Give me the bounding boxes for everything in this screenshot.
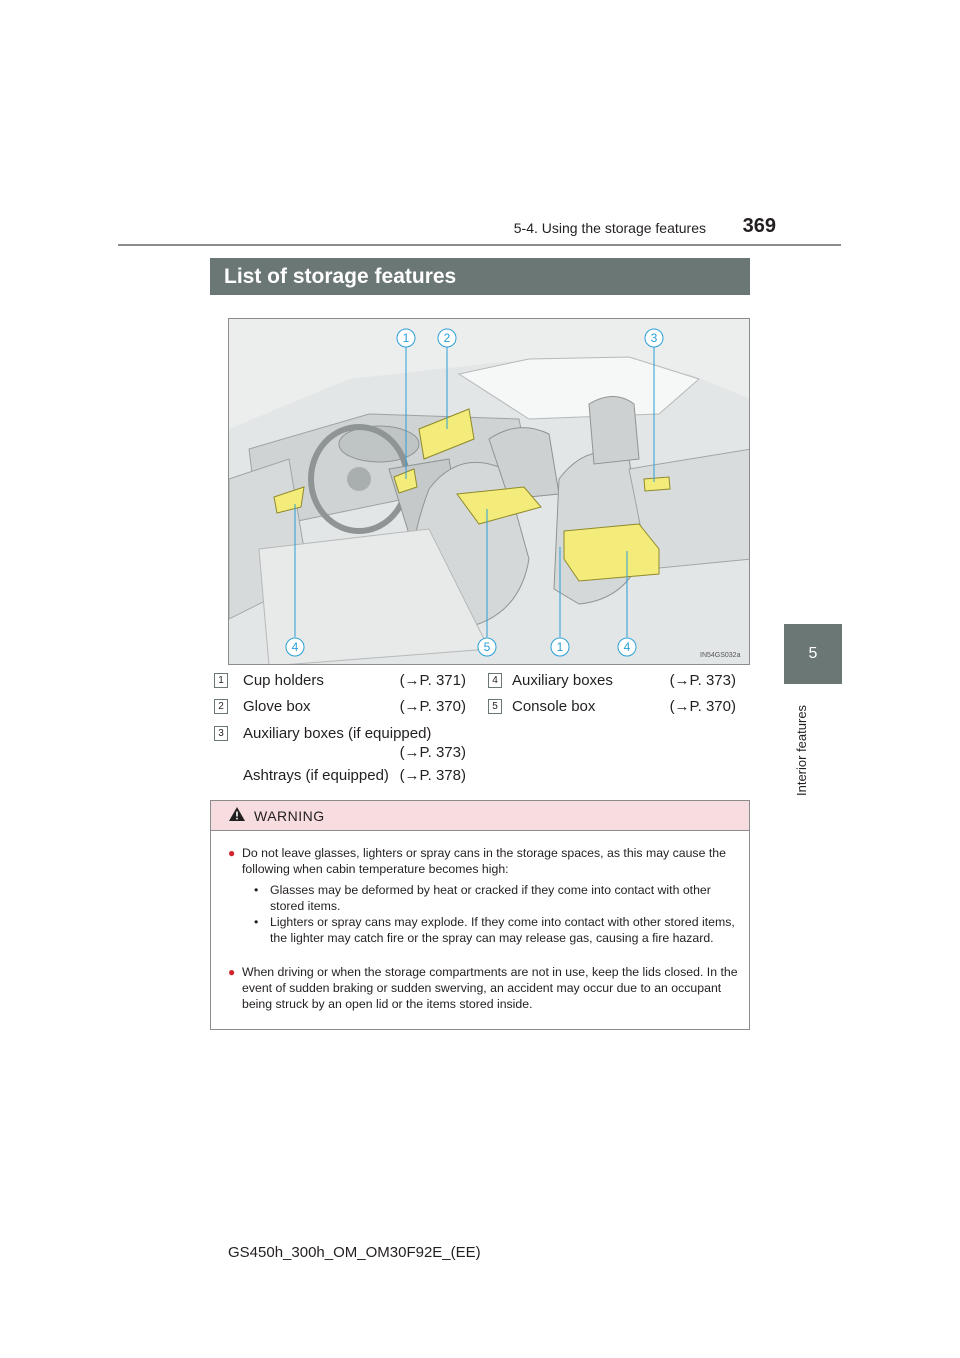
item-label: Console box xyxy=(512,698,596,715)
item-ref-link[interactable]: (→P. 373) xyxy=(399,744,466,761)
red-bullet-icon: ● xyxy=(228,965,236,979)
image-code: IN54GS032a xyxy=(700,652,741,659)
item-label: Auxiliary boxes xyxy=(512,672,613,689)
item-ref-link[interactable]: (→P. 370) xyxy=(399,698,466,715)
chapter-number: 5 xyxy=(808,645,818,662)
item-ref-link[interactable]: (→P. 370) xyxy=(669,698,736,715)
item-extra-label: Ashtrays (if equipped) xyxy=(243,767,389,784)
callout-top-2: 2 xyxy=(443,331,451,345)
page-number: 369 xyxy=(742,215,776,237)
chapter-tab[interactable] xyxy=(784,624,842,684)
page-title: List of storage features xyxy=(210,258,750,295)
callout-top-1: 1 xyxy=(402,331,410,345)
item-number-box: 4 xyxy=(488,673,502,688)
red-bullet-icon: ● xyxy=(228,846,236,860)
item-label: Auxiliary boxes (if equipped) xyxy=(243,725,432,742)
section-title: 5-4. Using the storage features xyxy=(513,220,706,236)
callout-bottom-1: 1 xyxy=(556,640,564,654)
callout-bottom-4b: 4 xyxy=(623,640,631,654)
item-ref-link[interactable]: (→P. 371) xyxy=(399,672,466,689)
item-label: Glove box xyxy=(243,698,311,715)
chapter-label-text: Interior features xyxy=(794,704,809,796)
storage-illustration xyxy=(228,318,750,665)
header-rule xyxy=(118,244,841,246)
callout-top-3: 3 xyxy=(650,331,658,345)
item-ref-link[interactable]: (→P. 373) xyxy=(669,672,736,689)
callout-bottom-5: 5 xyxy=(483,640,491,654)
warning-triangle-icon xyxy=(228,806,246,822)
car-interior-drawing xyxy=(229,319,750,665)
item-number-box: 5 xyxy=(488,699,502,714)
item-number-box: 1 xyxy=(214,673,228,688)
item-label: Cup holders xyxy=(243,672,324,689)
item-extra-ref-link[interactable]: (→P. 378) xyxy=(399,767,466,784)
warning-paragraph: Do not leave glasses, lighters or spray cans in the storage spaces, as this may cause the following when cabin temperature becomes high: xyxy=(242,846,726,876)
warning-sub-item: Lighters or spray cans may explode. If they come into contact with other stored items, the lighter may catch fire or the spray can may release gas, causing a fire hazard. xyxy=(270,915,735,945)
item-number-box: 2 xyxy=(214,699,228,714)
document-code: GS450h_300h_OM_OM30F92E_(EE) xyxy=(228,1244,481,1261)
warning-paragraph: When driving or when the storage compartments are not in use, keep the lids closed. In the event of sudden braking or sudden swerving, an accident may occur due to an occupant being struck by an open lid or the items stored inside. xyxy=(242,965,738,1011)
warning-sub-item: Glasses may be deformed by heat or cracked if they come into contact with other stored items. xyxy=(270,883,711,913)
sub-bullet-dot: • xyxy=(254,915,259,929)
sub-bullet-dot: • xyxy=(254,883,259,897)
chapter-label xyxy=(790,680,810,800)
callout-bottom-4a: 4 xyxy=(291,640,299,654)
warning-title: WARNING xyxy=(254,808,325,824)
item-number-box: 3 xyxy=(214,726,228,741)
